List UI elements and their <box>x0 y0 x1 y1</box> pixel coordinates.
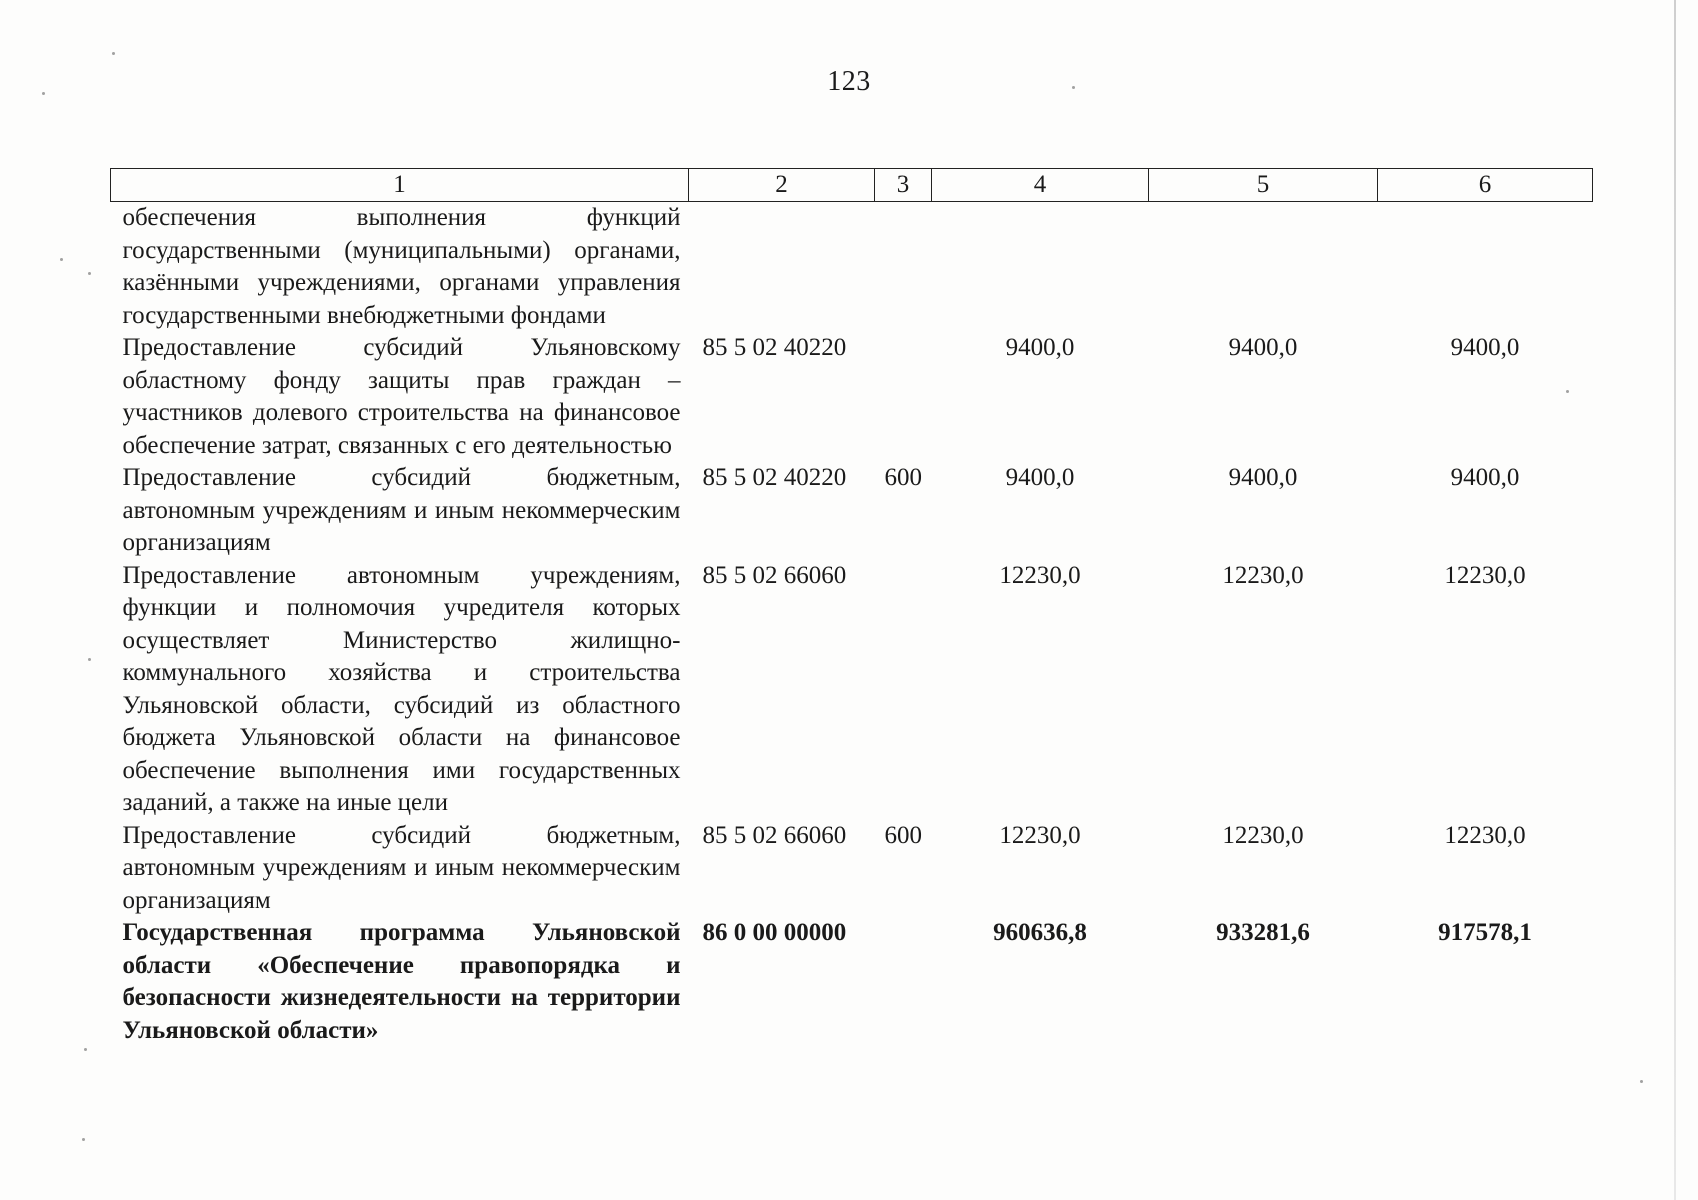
row-expense-type <box>875 917 932 1047</box>
table-row <box>111 202 1593 333</box>
row-value-4: 9400,0 <box>1005 464 1075 491</box>
scan-speck <box>84 1048 87 1051</box>
table-row-program-total <box>111 917 1593 1047</box>
row-value-4: 9400,0 <box>1005 334 1075 361</box>
row-value-4: 12230,0 <box>999 561 1081 589</box>
row-expense-type: 600 <box>884 464 922 491</box>
row-value-6: 9400,0 <box>1450 334 1520 361</box>
table-row <box>111 462 1593 560</box>
scan-speck <box>1640 1080 1643 1083</box>
row-description: Предоставление субсидий бюджетным, автономным учреждениям и иным некоммерческим организациям <box>122 821 681 914</box>
column-header-5: 5 <box>1149 169 1378 202</box>
row-value-6 <box>1378 202 1593 333</box>
row-code: 85 5 02 66060 <box>702 561 847 589</box>
row-description: Предоставление субсидий Ульяновскому областному фонду защиты прав граждан – участников долевого строительства на финансовое обеспечение затрат, связанных с его деятельностью <box>122 334 681 459</box>
row-expense-type <box>875 202 932 333</box>
scan-speck <box>1072 86 1075 89</box>
row-value-5: 9400,0 <box>1228 334 1298 361</box>
budget-table <box>110 168 1593 1047</box>
row-value-6: 917578,1 <box>1438 919 1532 946</box>
row-value-6: 9400,0 <box>1450 464 1520 491</box>
row-value-5: 9400,0 <box>1228 464 1298 491</box>
row-expense-type <box>875 332 932 462</box>
row-value-4 <box>932 202 1149 333</box>
scan-speck <box>112 52 115 55</box>
table-row <box>111 560 1593 820</box>
row-description: обеспечения выполнения функций государственными (муниципальными) органами, казёнными учреждениями, органами управления государственными внебюджетными фондами <box>122 204 681 329</box>
page-edge-shadow <box>1674 0 1676 1200</box>
table-body <box>111 202 1593 1048</box>
row-value-5: 12230,0 <box>1222 821 1304 849</box>
row-value-4: 12230,0 <box>999 821 1081 849</box>
row-expense-type: 600 <box>884 821 922 849</box>
row-value-4: 960636,8 <box>993 919 1087 946</box>
row-description: Государственная программа Ульяновской области «Обеспечение правопорядка и безопасности жизнедеятельности на территории Ульяновской области» <box>122 919 681 1044</box>
row-description: Предоставление автономным учреждениям, функции и полномочия учредителя которых осуществляет Министерство жилищно-коммунального хозяйства и строительства Ульяновской области, субсидий из областного бюджета Ульяновской области на финансовое обеспечение выполнения ими государственных заданий, а также на иные цели <box>122 561 681 816</box>
table-row <box>111 820 1593 918</box>
column-header-2: 2 <box>689 169 875 202</box>
row-code: 85 5 02 66060 <box>702 821 847 849</box>
row-value-5 <box>1149 202 1378 333</box>
page-number: 123 <box>827 66 871 97</box>
row-code <box>689 202 875 333</box>
row-code: 86 0 00 00000 <box>702 919 847 946</box>
column-header-1: 1 <box>111 169 689 202</box>
scan-speck <box>88 658 91 661</box>
scan-speck <box>42 92 45 95</box>
scan-speck <box>1566 390 1569 393</box>
table-row <box>111 332 1593 462</box>
row-value-5: 12230,0 <box>1222 561 1304 589</box>
row-code: 85 5 02 40220 <box>702 464 847 491</box>
scan-speck <box>82 1138 85 1141</box>
table-header <box>111 169 1593 202</box>
column-header-3: 3 <box>875 169 932 202</box>
row-expense-type <box>875 560 932 820</box>
column-header-6: 6 <box>1378 169 1593 202</box>
scan-speck <box>88 272 91 275</box>
column-header-4: 4 <box>932 169 1149 202</box>
row-code: 85 5 02 40220 <box>702 334 847 361</box>
row-value-5: 933281,6 <box>1216 919 1310 946</box>
row-value-6: 12230,0 <box>1444 821 1526 849</box>
row-value-6: 12230,0 <box>1444 561 1526 589</box>
header-row <box>111 169 1593 202</box>
row-description: Предоставление субсидий бюджетным, автономным учреждениям и иным некоммерческим организациям <box>122 464 681 556</box>
scan-speck <box>60 258 63 261</box>
